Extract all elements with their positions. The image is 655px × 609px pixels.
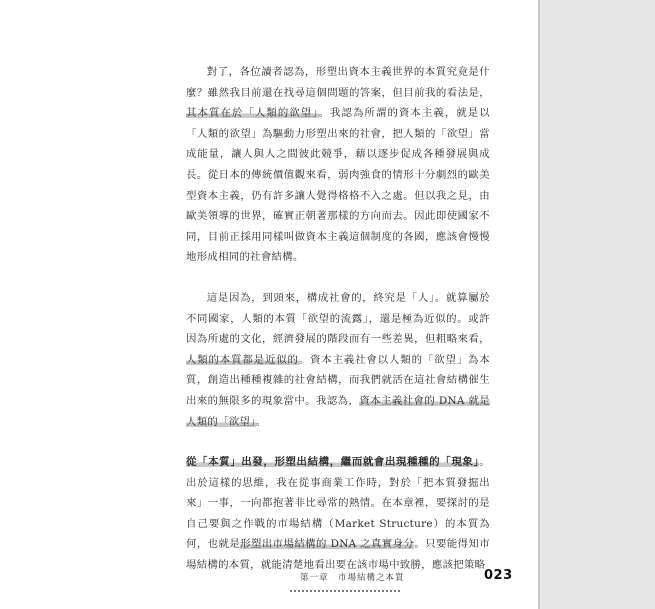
footer-chapter-title: 第一章 市場結構之本質 — [300, 573, 405, 583]
paragraph-2-text-a: 這是因為，到頭來，構成社會的，終究是「人」。就算屬於不同國家，人類的本質「欲望的流露」，還是極為近似的。或許因為所處的文化，經濟發展的階段而有一些差異，但粗略來看， — [186, 291, 490, 346]
bold-key-sentence: 從「本質」出發，形塑出結構，繼而就會出現種種的「現象」 — [186, 456, 480, 469]
highlight-capitalism-dna: 資本主義社會的 DNA 就是人類的「欲望」 — [186, 394, 490, 428]
paragraph-2 — [186, 288, 490, 432]
paragraph-3-text-a: 。出於這樣的思維，我在從事商業工作時，對於「把本質發掘出來」一事，一向都抱著非比尋常的熱情。在本章裡，要探討的是自己要與之作戰的市場結構（Market Structure）的本質為何，也就是 — [186, 456, 490, 551]
paragraph-2-text-c: 。 — [255, 415, 267, 428]
paragraph-1-text-b: 。我認為所謂的資本主義，就是以「人類的欲望」為驅動力形塑出來的社會，把人類的「欲望」當成能量，讓人與人之間彼此競爭，藉以逐步促成各種發展與成長。從日本的傳統價值觀來看，弱肉強食的情形十分劇烈的歐美型資本主義，仍有許多讓人覺得格格不入之處。但以我之見，由歐美領導的世界，確實正朝著那樣的方向而去。因此即使國家不同，目前正採用同樣叫做資本主義這個制度的各國，應該會慢慢地形成相同的社會結構。 — [186, 107, 490, 264]
paragraph-3 — [186, 452, 490, 576]
facing-page-edge — [540, 0, 655, 609]
paragraph-1 — [186, 62, 490, 268]
highlight-market-dna: 形塑出市場結構的 DNA 之真實身分 — [240, 538, 415, 551]
page-number: 023 — [484, 568, 513, 583]
paragraph-1-text-a: 對了，各位讀者認為，形塑出資本主義世界的本質究竟是什麼？雖然我目前還在找尋這個問題的答案，但目前我的看法是， — [186, 66, 490, 99]
highlight-human-desire: 其本質在於「人類的欲望」 — [186, 107, 319, 120]
highlight-human-essence: 人類的本質都是近似的 — [186, 353, 299, 366]
body-text — [186, 62, 490, 576]
paragraph-3-text-b: 。只要能得知市場結構的本質，就能清楚地看出要在該市場中致勝，應該把策略 — [186, 538, 490, 572]
paragraph-2-text-b: 。資本主義社會以人類的「欲望」為本質，創造出種種複雜的社會結構，而我們就活在這社會結構催生出來的無限多的現象當中。我認為， — [186, 353, 490, 407]
footer-dotted-rule — [290, 590, 400, 592]
